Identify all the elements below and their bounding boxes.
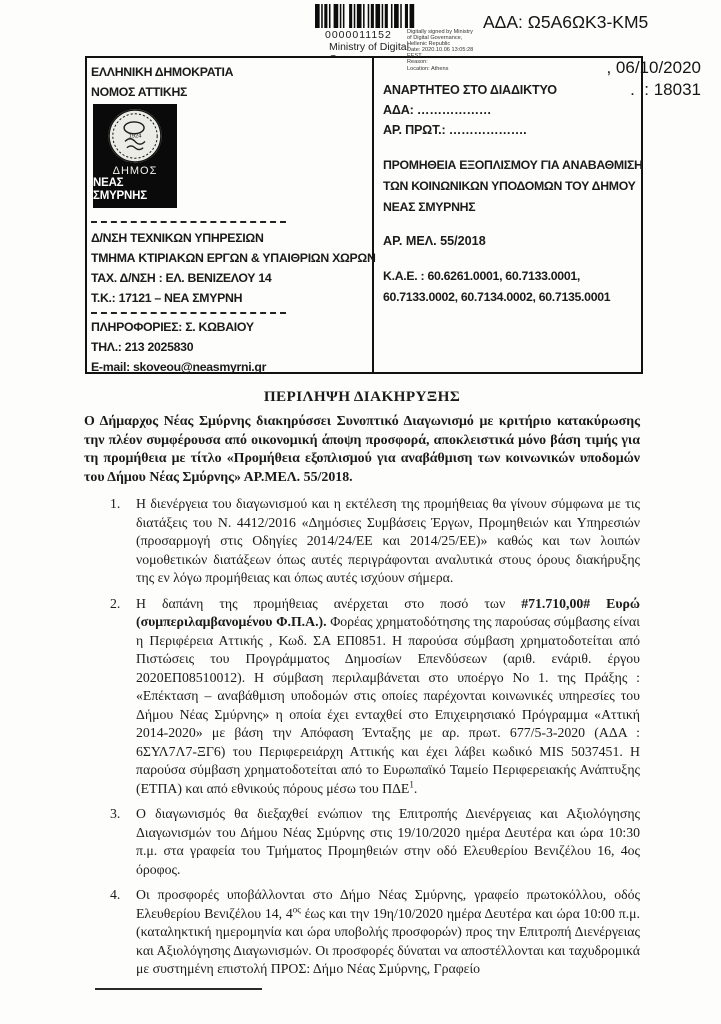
signature-stamp-line: of Digital Governance, [407, 35, 463, 42]
intro-paragraph: Ο Δήμαρχος Νέας Σμύρνης διακηρύσσει Συνοπτικό Διαγωνισμό με κριτήριο κατακύρωσης την πλέον συμφέρουσα από οικονομική άποψη προσφορά, αποκλειστικά μόνο βάση τιμής για τη προμήθεια με τίτλο «Προμήθεια εξοπλισμού για αναβάθμιση των κοινωνικών υποδομών του Δήμου Νέας Σμύρνης» ΑΡ.ΜΕΛ. 55/2018. [84, 414, 640, 485]
stamp-date: , 06/10/2020 [606, 58, 701, 77]
header-table [85, 56, 643, 374]
seal-caption-dimos: ΔΗΜΟΣ [112, 165, 158, 177]
budget-codes-line: Κ.Α.Ε. : 60.6261.0001, 60.7133.0001, [383, 269, 581, 283]
budget-codes [383, 266, 643, 308]
signature-stamp-line: Location: Athens [407, 65, 449, 72]
subject-line: ΤΩΝ ΚΟΙΝΩΝΙΚΩΝ ΥΠΟΔΟΜΩΝ ΤΟΥ ΔΗΜΟΥ [383, 179, 636, 193]
list-item [84, 495, 640, 588]
stamp-protocol-number: . .: 18031 [630, 80, 701, 99]
seal-caption-neas-smyrnis: ΝΕΑΣ ΣΜΥΡΝΗΣ [93, 177, 147, 202]
issuer-panel [87, 58, 374, 372]
document-meta-panel [374, 58, 647, 372]
text-segment: Ο διαγωνισμός θα διεξαχθεί ενώπιον της Επιτροπής Διενέργειας και Αξιολόγησης Διαγωνισμών του Δήμου Νέας Σμύρνης στις 19/10/2020 ημέρα Δευτέρα και ώρα 10:30 π.μ. στα γραφεία του Τμήματος Προμηθειών στην οδό Ελευθερίου Βενιζέλου 16, 4ος όροφος. [136, 806, 640, 877]
list-item-number: 3. [110, 806, 121, 822]
page-title: ΠΕΡΙΛΗΨΗ ΔΙΑΚΗΡΥΞΗΣ [263, 388, 461, 405]
email-line: E-mail: skoveou@neasmyrni.gr [91, 360, 267, 374]
ada-blank-line: ΑΔΑ: ……………… [383, 103, 492, 117]
date-protocol-stamp [606, 57, 701, 101]
list-item-number: 4. [110, 887, 121, 903]
list-item [84, 886, 640, 979]
barcode-number: 0000011152 [325, 29, 392, 41]
text-segment: έως και την 19η/10/2020 ημέρα Δευτέρα και ώρα 10:00 π.μ. (καταληκτική ημερομηνία και ώρα υποβολής προσφορών) προς την Επιτροπή Διενέργειας και Αξιολόγησης Διαγωνισμών. Οι προσφορές δύναται να αποστέλλονται και ταχυδρομικά με συστημένη επιστολή ΠΡΟΣ: Δήμο Νέας Σμύρνης, Γραφείο [136, 905, 641, 977]
digital-signature-stamp [407, 29, 497, 72]
text-segment: . [413, 780, 418, 796]
republic-line: ΕΛΛΗΝΙΚΗ ΔΗΜΟΚΡΑΤΙΑ [91, 65, 234, 79]
subject-title [383, 155, 643, 218]
list-item-number: 1. [110, 496, 121, 512]
directorate-line: Δ/ΝΣΗ ΤΕΧΝΙΚΩΝ ΥΠΗΡΕΣΙΩΝ [91, 231, 264, 245]
subject-line: ΠΡΟΜΗΘΕΙΑ ΕΞΟΠΛΙΣΜΟΥ ΓΙΑ ΑΝΑΒΑΘΜΙΣΗ [383, 158, 643, 172]
budget-codes-line: 60.7133.0002, 60.7134.0002, 60.7135.0001 [383, 290, 611, 304]
list-item-text [136, 495, 640, 588]
prefecture-line: ΝΟΜΟΣ ΑΤΤΙΚΗΣ [91, 85, 188, 99]
text-segment: Η δαπάνη της προμήθειας ανέρχεται στο ποσό των [136, 595, 522, 611]
barcode-issuer-line: Ministry of Digital [329, 41, 409, 53]
list-item [84, 805, 640, 879]
footnote-rule [95, 988, 262, 990]
numbered-list [84, 495, 640, 979]
address-line: ΤΑΧ. Δ/ΝΣΗ : ΕΛ. ΒΕΝΙΖΕΛΟΥ 14 [91, 271, 272, 285]
study-number: ΑΡ. ΜΕΛ. 55/2018 [383, 234, 486, 248]
list-item-number: 2. [110, 595, 121, 611]
signature-stamp-line: Digitally signed by Ministry [407, 29, 473, 35]
text-segment: Φορέας χρηματοδότησης της παρούσας σύμβασης είναι η Περιφέρεια Αττικής , Κωδ. ΣΑ ΕΠ0851. Η παρούσα σύμβαση χρηματοδοτείται από Πιστώσεις του Προγράμματος Δημοσίων Επενδύσεων (αριθ. ενάριθ. έργου 2020ΕΠ08510012). Η σύμβαση περιλαμβάνεται στο υποέργο Νο 1. της Πράξης : «Επέκταση – αναβάθμιση υποδομών στις οποίες παρέχονται κοινωνικές υπηρεσίες του Δήμου Νέας Σμύρνης» η οποία έχει ενταχθεί στο Επιχειρησιακό Πρόγραμμα «Αττική 2014-2020» με βάση την Απόφαση Ένταξης με αρ. πρωτ. 677/5-3-2020 (ΑΔΑ : 6ΣΥΛ7Λ7-ΞΓ6) του Περιφερειάρχη Αττικής και έχει λάβει κωδικό MIS 5037451. Η παρούσα σύμβαση χρηματοδοτείται από το Ευρωπαϊκό Ταμείο Περιφερειακής Ανάπτυξης (ΕΤΠΑ) και από εθνικούς πόρους μέσω του ΠΔΕ [136, 614, 640, 796]
seal-emblem-icon [106, 107, 164, 165]
signature-stamp-line: EEST [407, 53, 422, 60]
department-line: ΤΜΗΜΑ ΚΤΙΡΙΑΚΩΝ ΕΡΓΩΝ & ΥΠΑΙΘΡΙΩΝ ΧΩΡΩΝ [91, 251, 376, 265]
postal-line: Τ.Κ.: 17121 – ΝΕΑ ΣΜΥΡΝΗ [91, 291, 243, 305]
barcode-icon [315, 4, 439, 29]
protocol-blank-line: ΑΡ. ΠΡΩΤ.: ………………. [383, 123, 527, 137]
list-item-text [136, 595, 640, 799]
text-segment: #71.710,00# Ευρώ (συμπεριλαμβανομένου Φ.Π.Α.). [136, 595, 640, 630]
signature-stamp-line: Reason: [407, 59, 428, 66]
list-item-text [136, 805, 640, 879]
document-body [84, 388, 640, 986]
list-item-text [136, 886, 640, 979]
subject-line: ΝΕΑΣ ΣΜΥΡΝΗΣ [383, 200, 476, 214]
text-segment: Η διενέργεια του διαγωνισμού και η εκτέλεση της προμήθειας θα γίνουν σύμφωνα με τις διατάξεις του Ν. 4412/2016 «Δημόσιες Συμβάσεις Έργων, Προμηθειών και Υπηρεσιών (προσαρμογή στις Οδηγίες 2014/24/ΕΕ και 2014/25/ΕΕ)» καθώς και των λοιπών νομοθετικών διατάξεων όπως αυτές περιγράφονται αναλυτικά στους όρους διακήρυξης της εν λόγω προμήθειας και όπως αυτές ισχύουν σήμερα. [136, 496, 640, 586]
signature-stamp-line: Date: 2020.10.06 13:05:28 [407, 47, 474, 54]
svg-text:1924: 1924 [128, 133, 142, 140]
dashed-divider [91, 221, 286, 223]
phone-line: ΤΗΛ.: 213 2025830 [91, 340, 194, 354]
anartiteo-line: ΑΝΑΡΤΗΤΕΟ ΣΤΟ ΔΙΑΔΙΚΤΥΟ [383, 83, 557, 97]
text-segment: 1 [409, 779, 414, 790]
signature-stamp-line: Hellenic Republic [407, 41, 451, 48]
contact-line: ΠΛΗΡΟΦΟΡΙΕΣ: Σ. ΚΩΒΑΙΟΥ [91, 320, 254, 334]
ada-code: ΑΔΑ: Ω5Α6ΩΚ3-ΚΜ5 [483, 12, 649, 32]
dashed-divider [91, 312, 286, 314]
text-segment: ος [292, 904, 301, 915]
text-segment: Οι προσφορές υποβάλλονται στο Δήμο Νέας Σμύρνης, γραφείο πρωτοκόλλου, οδός Ελευθερίου Βενιζέλου 14, 4 [136, 887, 640, 921]
municipality-seal [93, 104, 177, 208]
list-item [84, 595, 640, 799]
